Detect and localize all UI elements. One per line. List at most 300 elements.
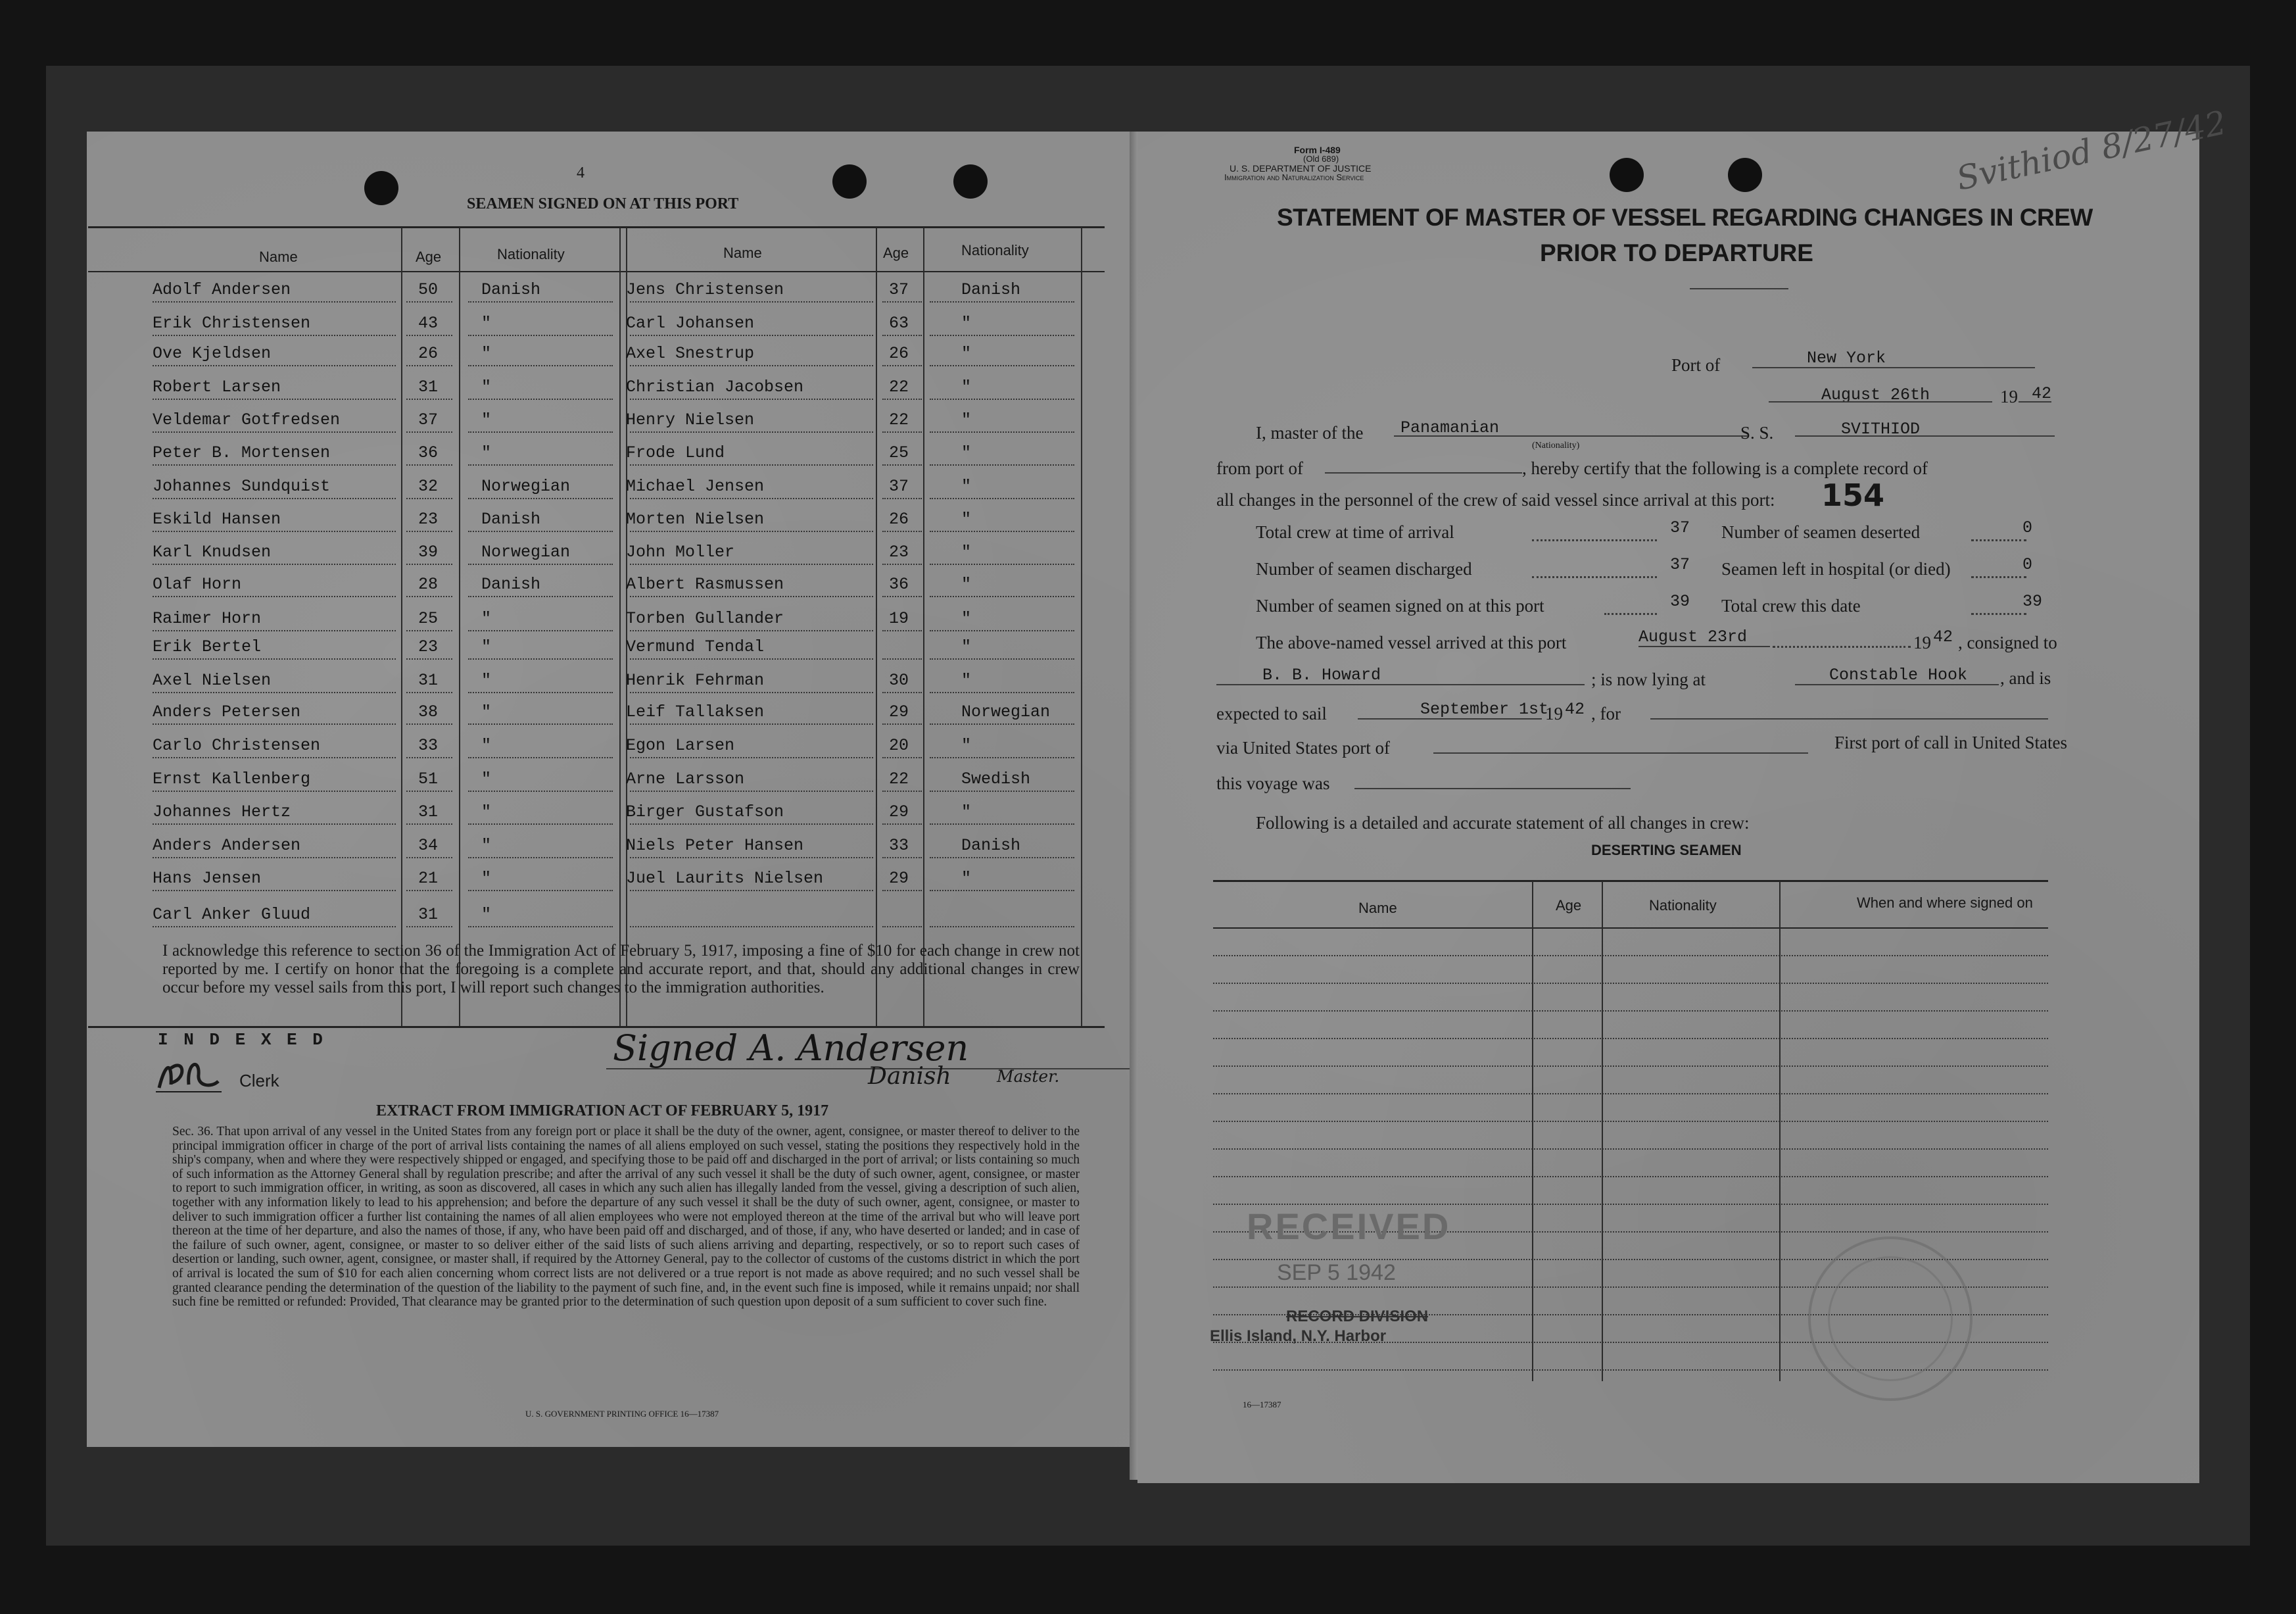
stat-value: 37: [1670, 518, 1690, 537]
col-rule: [923, 228, 924, 1027]
row-dotted-rule: [468, 926, 613, 927]
stat-dot-leader: [1971, 539, 2026, 541]
crew-name: Carlo Christensen: [153, 736, 321, 755]
arrived-text: The above-named vessel arrived at this port: [1256, 633, 1567, 652]
row-dotted-rule: [406, 301, 452, 303]
crew-name: Peter B. Mortensen: [153, 443, 331, 462]
arrived-year-prefix: 19: [1913, 633, 1931, 652]
crew-nationality: Norwegian: [481, 477, 571, 496]
crew-age: 37: [889, 477, 909, 496]
expected-text: expected to sail: [1216, 704, 1327, 723]
row-dotted-rule: [930, 498, 1074, 499]
form-number: Form I-489: [1294, 145, 1341, 155]
crew-name: Anders Petersen: [153, 702, 301, 721]
row-dotted-rule: [630, 658, 873, 660]
row-dotted-rule: [406, 823, 452, 825]
for-label: , for: [1591, 704, 1621, 723]
row-dotted-rule: [930, 926, 1074, 927]
left-page: [87, 132, 1139, 1447]
crew-name: Albert Rasmussen: [626, 575, 784, 594]
acknowledgement-text: I acknowledge this reference to section 36 of the Immigration Act of February 5, 1917, imposing a fine of $10 for each change in crew not reported by me. I certify on honor that the foregoing is a complete and accurate report, and that, should any additional changes in crew occur before my vessel sails from this port, I will report such changes to the immigration authorities.: [162, 942, 1080, 996]
voyage-text: this voyage was: [1216, 773, 1330, 793]
crew-nationality: ": [961, 802, 972, 821]
row-dotted-rule: [468, 498, 613, 499]
stat-dot-leader: [1604, 613, 1657, 615]
row-dotted-rule: [930, 596, 1074, 597]
stat-value: 0: [2022, 518, 2033, 537]
deserting-top-rule: [1213, 880, 2048, 882]
row-dotted-rule: [406, 890, 452, 891]
crew-nationality: Danish: [481, 510, 541, 529]
row-dotted-rule: [630, 431, 873, 433]
col-header-name: Name: [723, 245, 762, 261]
crew-name: Ernst Kallenberg: [153, 770, 311, 789]
deserting-row-rule: [1213, 1148, 2048, 1150]
port-value: New York: [1807, 349, 1886, 368]
col-header-nationality: Nationality: [961, 242, 1029, 258]
stat-value: 37: [1670, 555, 1690, 574]
sail-year: 42: [1565, 700, 1585, 719]
row-dotted-rule: [153, 658, 396, 660]
row-dotted-rule: [930, 890, 1074, 891]
master-label: Master.: [997, 1067, 1060, 1086]
port-label: Port of: [1671, 355, 1721, 375]
col-header-age: Age: [883, 245, 909, 261]
row-dotted-rule: [468, 531, 613, 532]
crew-name: Egon Larsen: [626, 736, 735, 755]
crew-name: Robert Larsen: [153, 378, 281, 397]
crew-age: 31: [418, 802, 439, 821]
crew-name: Johannes Hertz: [153, 802, 291, 821]
stat-dot-leader: [1532, 539, 1657, 541]
crew-age: 21: [418, 869, 439, 888]
stat-value: 39: [2022, 592, 2043, 611]
col-rule: [619, 228, 621, 1027]
stat-label: Total crew at time of arrival: [1256, 522, 1454, 542]
row-dotted-rule: [630, 399, 873, 400]
from-port-label: from port of: [1216, 458, 1303, 478]
crew-name: John Moller: [626, 543, 735, 562]
crew-nationality: ": [961, 378, 972, 397]
form-title-line1: STATEMENT OF MASTER OF VESSEL REGARDING CHANGES IN CREW: [1277, 204, 2093, 231]
indexed-stamp: I N D E X E D: [158, 1030, 325, 1050]
crew-nationality: ": [961, 344, 972, 363]
all-changes-text: all changes in the personnel of the crew of said vessel since arrival at this port:: [1216, 490, 1775, 510]
row-dotted-rule: [930, 658, 1074, 660]
row-dotted-rule: [406, 857, 452, 858]
department: U. S. DEPARTMENT OF JUSTICE: [1230, 163, 1372, 174]
row-dotted-rule: [153, 531, 396, 532]
following-text: Following is a detailed and accurate statement of all changes in crew:: [1256, 813, 1750, 833]
lying-at-value: Constable Hook: [1829, 666, 1968, 685]
row-dotted-rule: [882, 890, 922, 891]
crew-nationality: ": [961, 510, 972, 529]
row-dotted-rule: [468, 335, 613, 336]
col-header-age: Age: [416, 249, 442, 265]
crew-nationality: ": [961, 609, 972, 628]
stat-value: 0: [2022, 555, 2033, 574]
crew-nationality: ": [961, 410, 972, 429]
page-number: 4: [577, 164, 585, 182]
crew-age: 28: [418, 575, 439, 594]
col-rule: [401, 228, 402, 1027]
row-dotted-rule: [153, 564, 396, 565]
received-stamp-date: SEP 5 1942: [1277, 1260, 1396, 1285]
row-dotted-rule: [406, 498, 452, 499]
crew-age: 26: [418, 344, 439, 363]
sail-year-prefix: 19: [1545, 704, 1563, 723]
crew-nationality: Danish: [961, 836, 1021, 855]
row-dotted-rule: [630, 531, 873, 532]
row-dotted-rule: [468, 464, 613, 466]
stat-dot-leader: [1971, 576, 2026, 578]
row-dotted-rule: [882, 658, 922, 660]
received-stamp-word: RECEIVED: [1247, 1206, 1451, 1247]
row-dotted-rule: [930, 757, 1074, 758]
deserting-row-rule: [1213, 1038, 2048, 1039]
crew-nationality: ": [481, 836, 492, 855]
crew-age: 33: [418, 736, 439, 755]
crew-name: Arne Larsson: [626, 770, 745, 789]
crew-age: 39: [418, 543, 439, 562]
row-dotted-rule: [406, 630, 452, 631]
row-dotted-rule: [882, 757, 922, 758]
crew-name: Frode Lund: [626, 443, 725, 462]
punch-hole: [1728, 158, 1762, 192]
row-dotted-rule: [882, 630, 922, 631]
stat-dot-leader: [1971, 613, 2026, 615]
deserting-col-name: Name: [1358, 900, 1397, 916]
date-year-prefix: 19: [2000, 387, 2018, 406]
row-dotted-rule: [882, 399, 922, 400]
row-dotted-rule: [630, 926, 873, 927]
crew-age: 50: [418, 280, 439, 299]
consignee-line: [1216, 684, 1585, 685]
row-dotted-rule: [882, 531, 922, 532]
row-dotted-rule: [630, 823, 873, 825]
row-dotted-rule: [406, 926, 452, 927]
row-dotted-rule: [930, 365, 1074, 366]
deserting-header-rule: [1213, 927, 2048, 929]
arrived-date-fill: [1773, 646, 1911, 648]
crew-name: Carl Anker Gluud: [153, 905, 311, 924]
row-dotted-rule: [630, 692, 873, 693]
row-dotted-rule: [930, 692, 1074, 693]
ship-name: SVITHIOD: [1841, 420, 1921, 439]
crew-nationality: ": [961, 671, 972, 690]
row-dotted-rule: [930, 823, 1074, 825]
row-dotted-rule: [930, 857, 1074, 858]
nationality-caption: (Nationality): [1532, 441, 1580, 451]
crew-name: Erik Christensen: [153, 314, 311, 333]
stat-label: Number of seamen signed on at this port: [1256, 596, 1544, 616]
crew-nationality: Danish: [481, 280, 541, 299]
crew-name: Adolf Andersen: [153, 280, 291, 299]
crew-nationality: ": [961, 575, 972, 594]
row-dotted-rule: [882, 365, 922, 366]
row-dotted-rule: [882, 498, 922, 499]
crew-nationality: ": [481, 637, 492, 656]
row-dotted-rule: [468, 890, 613, 891]
deserting-row-rule: [1213, 1010, 2048, 1012]
certify-text: , hereby certify that the following is a complete record of: [1522, 458, 1928, 478]
row-dotted-rule: [882, 823, 922, 825]
row-dotted-rule: [153, 335, 396, 336]
printing-office: U. S. GOVERNMENT PRINTING OFFICE 16—17387: [525, 1409, 719, 1419]
crew-age: 31: [418, 378, 439, 397]
crew-name: Eskild Hansen: [153, 510, 281, 529]
row-dotted-rule: [882, 464, 922, 466]
row-dotted-rule: [468, 301, 613, 303]
crew-nationality: Swedish: [961, 770, 1031, 789]
sail-date: September 1st: [1420, 700, 1549, 719]
row-dotted-rule: [406, 365, 452, 366]
row-dotted-rule: [930, 723, 1074, 725]
row-dotted-rule: [882, 926, 922, 927]
row-dotted-rule: [153, 757, 396, 758]
crew-name: Axel Nielsen: [153, 671, 272, 690]
crew-age: 23: [889, 543, 909, 562]
first-port-text: First port of call in United States: [1834, 733, 2067, 752]
extract-title: EXTRACT FROM IMMIGRATION ACT OF FEBRUARY 5, 1917: [376, 1102, 829, 1119]
year-line: [2019, 401, 2051, 403]
punch-hole: [1610, 158, 1644, 192]
crew-nationality: ": [481, 671, 492, 690]
crew-age: 37: [418, 410, 439, 429]
table-top-rule: [88, 226, 1105, 228]
right-page: [1137, 103, 2230, 1483]
crew-nationality: ": [481, 443, 492, 462]
deserting-row-rule: [1213, 1093, 2048, 1094]
row-dotted-rule: [406, 399, 452, 400]
crew-name: Axel Snestrup: [626, 344, 755, 363]
service: Immigration and Naturalization Service: [1224, 172, 1364, 182]
crew-age: 19: [889, 609, 909, 628]
crew-name: Leif Tallaksen: [626, 702, 765, 721]
row-dotted-rule: [930, 301, 1074, 303]
row-dotted-rule: [406, 723, 452, 725]
crew-age: 22: [889, 378, 909, 397]
crew-nationality: ": [481, 770, 492, 789]
crew-age: 25: [889, 443, 909, 462]
stat-dot-leader: [1532, 576, 1657, 578]
crew-name: Christian Jacobsen: [626, 378, 804, 397]
deserting-col-age: Age: [1556, 897, 1582, 914]
table-header-rule: [88, 271, 1105, 272]
crew-name: Veldemar Gotfredsen: [153, 410, 341, 429]
consigned-to-label: , consigned to: [1958, 633, 2057, 652]
deserting-row-rule: [1213, 1176, 2048, 1177]
crew-nationality: ": [481, 905, 492, 924]
row-dotted-rule: [882, 564, 922, 565]
port-line: [1752, 367, 2035, 368]
row-dotted-rule: [630, 857, 873, 858]
crew-name: Torben Gullander: [626, 609, 784, 628]
stat-label: Total crew this date: [1721, 596, 1861, 616]
deserting-col-when-where: When and where signed on: [1857, 894, 2033, 911]
row-dotted-rule: [630, 464, 873, 466]
stat-label: Number of seamen deserted: [1721, 522, 1921, 542]
crew-name: Karl Knudsen: [153, 543, 272, 562]
crew-name: Johannes Sundquist: [153, 477, 331, 496]
row-dotted-rule: [468, 630, 613, 631]
crew-age: 29: [889, 802, 909, 821]
row-dotted-rule: [406, 464, 452, 466]
crew-nationality: ": [481, 314, 492, 333]
crew-age: 29: [889, 869, 909, 888]
crew-age: 23: [418, 510, 439, 529]
crew-age: 31: [418, 905, 439, 924]
col-rule: [1532, 881, 1533, 1381]
row-dotted-rule: [153, 365, 396, 366]
date-year: 42: [2032, 384, 2052, 403]
row-dotted-rule: [406, 692, 452, 693]
via-text: via United States port of: [1216, 738, 1390, 758]
row-dotted-rule: [468, 823, 613, 825]
via-line: [1433, 752, 1808, 754]
crew-nationality: ": [961, 869, 972, 888]
row-dotted-rule: [630, 365, 873, 366]
deserting-row-rule: [1213, 983, 2048, 984]
row-dotted-rule: [153, 791, 396, 792]
crew-age: 63: [889, 314, 909, 333]
arrived-date: August 23rd: [1638, 627, 1748, 647]
row-dotted-rule: [882, 335, 922, 336]
stat-label: Number of seamen discharged: [1256, 559, 1472, 579]
clerk-label: Clerk: [239, 1071, 279, 1090]
ss-label: S. S.: [1740, 423, 1774, 443]
lying-at-label: ; is now lying at: [1591, 670, 1706, 689]
clerk-initials-mark: [153, 1055, 225, 1094]
stat-value: 39: [1670, 592, 1690, 611]
punch-hole: [953, 164, 988, 199]
row-dotted-rule: [468, 692, 613, 693]
crew-name: Vermund Tendal: [626, 637, 765, 656]
crew-name: Anders Andersen: [153, 836, 301, 855]
crew-nationality: Danish: [481, 575, 541, 594]
deserting-title: DESERTING SEAMEN: [1591, 842, 1742, 858]
received-stamp-location: Ellis Island, N.Y. Harbor: [1210, 1327, 1387, 1345]
deserting-row-rule: [1213, 1065, 2048, 1067]
row-dotted-rule: [406, 658, 452, 660]
col-header-name: Name: [259, 249, 298, 265]
row-dotted-rule: [882, 596, 922, 597]
crew-age: 30: [889, 671, 909, 690]
crew-name: Jens Christensen: [626, 280, 784, 299]
row-dotted-rule: [468, 431, 613, 433]
nationality-line: [1394, 435, 1749, 437]
crew-nationality: ": [961, 637, 972, 656]
punch-hole: [832, 164, 867, 199]
row-dotted-rule: [930, 564, 1074, 565]
title-underline: [1690, 288, 1788, 289]
deserting-row-rule: [1213, 955, 2048, 956]
extract-text: Sec. 36. That upon arrival of any vessel in the United States from any foreign port or place it shall be the duty of the owner, agent, consignee, or master thereof to deliver to the principal immigration officer in charge of the port of arrival lists containing the names of all aliens employed on such vessel, stating the positions they respectively hold in the ship's company, when and where they were respectively shipped or engaged, and specifying those to be paid off and discharged in the port of arrival; or lists containing so much of such information as the Attorney General shall by regulation prescribe; and after the arrival of any such vessel it shall be the duty of such owner, agent, consignee, or master to report to such immigration officer, in writing, as soon as discovered, all cases in which any such alien has illegally landed from the vessel, giving a description of such alien, together with any information likely to lead to his apprehension; and before the departure of any such vessel it shall be the duty of such owner, agent, consignee, or master to deliver to such immigration officer a further list containing the names of all alien employees who were not employed thereon at the time of the arrival but who will leave port thereon at the time of her departure, and also the names of those, if any, who have been paid off and discharged, and of those, if any, who have deserted or landed; and in case of the failure of such owner, agent, consignee, or master to so deliver either of the said lists of such aliens arriving and departing, respectively, or so to report such cases of desertion or landing, such owner, agent, consignee, or master shall, if required by the Attorney General, pay to the collector of customs of the customs district in which the port of arrival is located the sum of $10 for each alien concerning whom correct lists are not delivered or a true report is not made as above required; and no such vessel shall be granted clearance pending the determination of the question of the liability to the payment of such fine, and, in the event such fine is imposed, while it remains unpaid; nor shall such fine be remitted or refunded: Provided, That clearance may be granted prior to the determination of such question upon deposit of a sum sufficient to cover such fine.: [172, 1125, 1080, 1309]
row-dotted-rule: [468, 857, 613, 858]
lying-at-line: [1795, 684, 1999, 685]
crew-nationality: Norwegian: [481, 543, 571, 562]
crew-age: 43: [418, 314, 439, 333]
col-rule: [1081, 228, 1082, 1027]
row-dotted-rule: [930, 399, 1074, 400]
row-dotted-rule: [930, 464, 1074, 466]
crew-age: 37: [889, 280, 909, 299]
row-dotted-rule: [153, 890, 396, 891]
for-line: [1650, 718, 2048, 720]
crew-age: 32: [418, 477, 439, 496]
arrived-date-line: [1638, 646, 1770, 647]
row-dotted-rule: [406, 791, 452, 792]
crew-nationality: ": [961, 477, 972, 496]
master-signature: Signed A. Andersen: [613, 1027, 969, 1069]
and-is-label: , and is: [2000, 668, 2051, 688]
crew-age: 26: [889, 344, 909, 363]
crew-age: 36: [418, 443, 439, 462]
crew-age: 38: [418, 702, 439, 721]
row-dotted-rule: [153, 464, 396, 466]
crew-nationality: ": [961, 543, 972, 562]
voyage-line: [1354, 788, 1631, 789]
row-dotted-rule: [630, 301, 873, 303]
row-dotted-rule: [153, 301, 396, 303]
crew-nationality: ": [481, 736, 492, 755]
crew-name: Hans Jensen: [153, 869, 262, 888]
row-dotted-rule: [153, 723, 396, 725]
crew-name: Henry Nielsen: [626, 410, 755, 429]
crew-age: 20: [889, 736, 909, 755]
row-dotted-rule: [153, 498, 396, 499]
arrived-year: 42: [1933, 627, 1953, 647]
row-dotted-rule: [406, 335, 452, 336]
row-dotted-rule: [153, 630, 396, 631]
row-dotted-rule: [882, 431, 922, 433]
row-dotted-rule: [882, 692, 922, 693]
row-dotted-rule: [630, 723, 873, 725]
crew-name: Raimer Horn: [153, 609, 262, 628]
row-dotted-rule: [406, 564, 452, 565]
row-dotted-rule: [153, 431, 396, 433]
signature-nationality: Danish: [868, 1063, 951, 1090]
col-rule: [1779, 881, 1781, 1381]
row-dotted-rule: [468, 596, 613, 597]
crew-nationality: ": [481, 869, 492, 888]
row-dotted-rule: [468, 791, 613, 792]
crew-nationality: ": [961, 736, 972, 755]
col-rule: [876, 228, 877, 1027]
crew-age: 25: [418, 609, 439, 628]
deserting-row-rule: [1213, 1121, 2048, 1122]
row-dotted-rule: [468, 658, 613, 660]
deserting-col-nationality: Nationality: [1649, 897, 1717, 914]
row-dotted-rule: [630, 630, 873, 631]
consignee: B. B. Howard: [1262, 666, 1381, 685]
received-stamp-division: RECORD DIVISION: [1286, 1308, 1429, 1325]
crew-age: 33: [889, 836, 909, 855]
crew-age: 34: [418, 836, 439, 855]
crew-name: Olaf Horn: [153, 575, 242, 594]
crew-name: Michael Jensen: [626, 477, 765, 496]
crew-name: Henrik Fehrman: [626, 671, 765, 690]
row-dotted-rule: [882, 723, 922, 725]
row-dotted-rule: [153, 596, 396, 597]
date-line: [1769, 401, 1992, 403]
punch-hole: [364, 171, 398, 205]
crew-nationality: ": [961, 314, 972, 333]
crew-nationality: Norwegian: [961, 702, 1051, 721]
row-dotted-rule: [406, 596, 452, 597]
stat-label: Seamen left in hospital (or died): [1721, 559, 1951, 579]
row-dotted-rule: [882, 857, 922, 858]
